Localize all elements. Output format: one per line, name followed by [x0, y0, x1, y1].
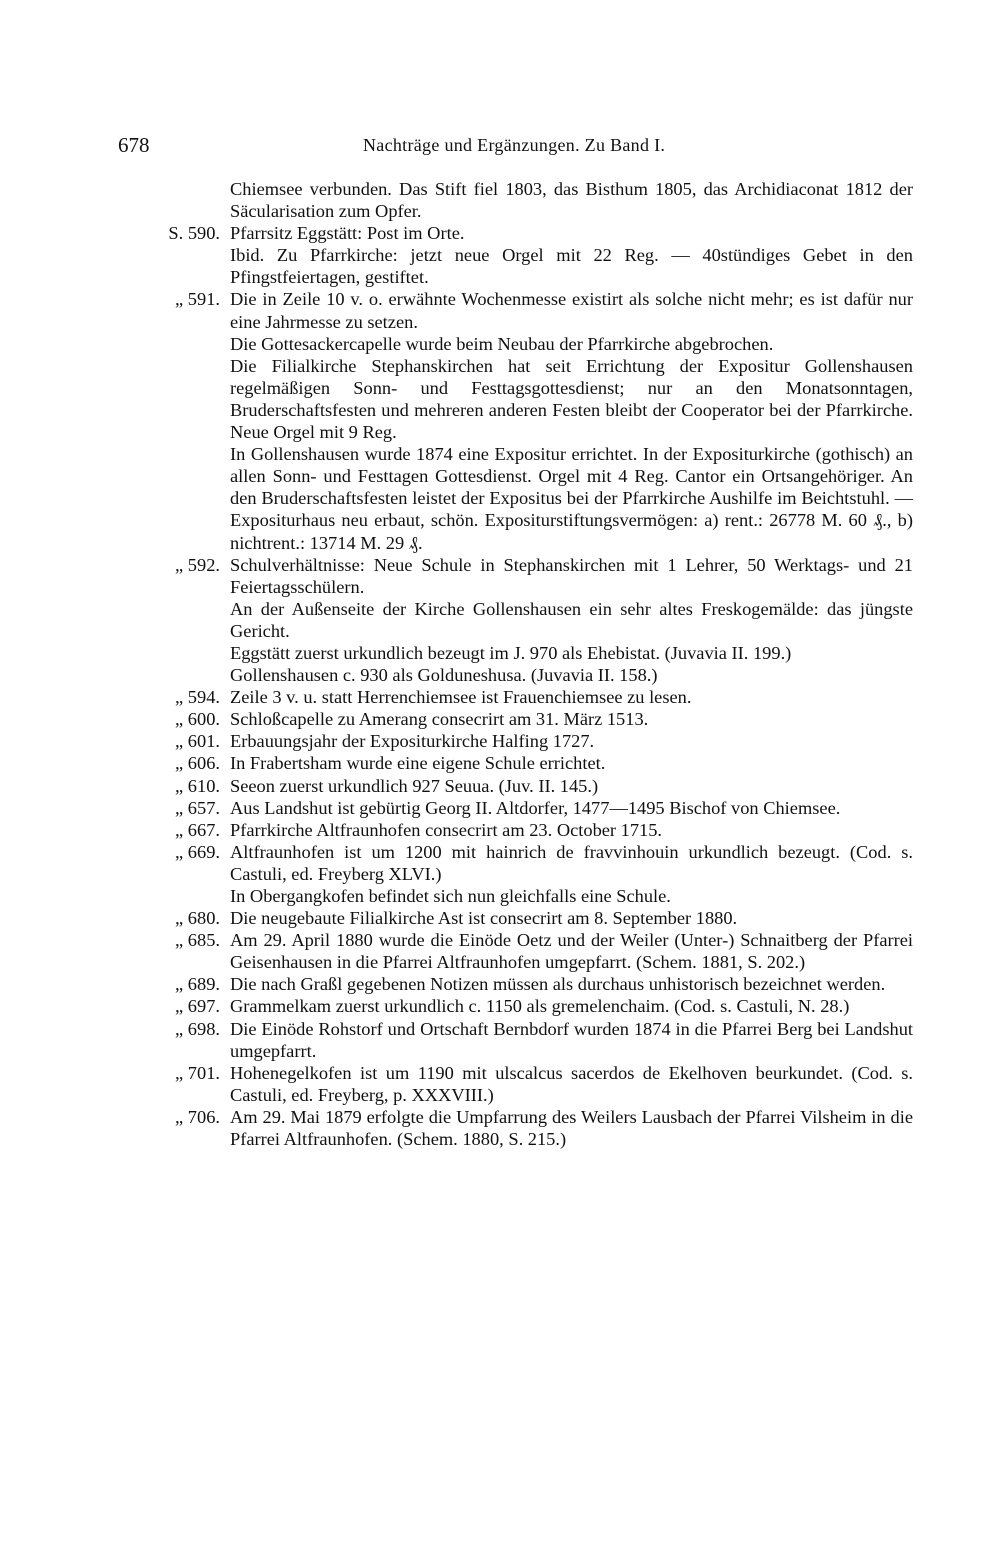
entry-reference: „ 592. [175, 554, 220, 575]
entry-reference: „ 667. [175, 819, 220, 840]
entry-paragraph [118, 775, 913, 797]
entry-text: Pfarrkirche Altfraunhofen consecrirt am 23. October 1715. [230, 819, 663, 840]
entry-text: Hohenegelkofen ist um 1190 mit ulscalcus sacerdos de Ekelhoven beurkundet. (Cod. s. Castuli, ed. Freyberg, p. XXXVIII.) [230, 1062, 913, 1105]
entry-text: Seeon zuerst urkundlich 927 Seuua. (Juv. II. 145.) [230, 775, 599, 796]
entry-paragraph [118, 797, 913, 819]
entry-text: Am 29. April 1880 wurde die Einöde Oetz und der Weiler (Unter-) Schnaitberg der Pfarrei Geisenhausen in die Pfarrei Altfraunhofen umgepfarrt. (Schem. 1881, S. 202.) [230, 930, 913, 973]
entry-text: Am 29. Mai 1879 erfolgte die Umpfarrung des Weilers Lausbach der Pfarrei Vilsheim in die Pfarrei Altfraunhofen. (Schem. 1880, S. 215.) [230, 1106, 913, 1150]
entry-reference: „ 610. [175, 775, 220, 796]
entry-paragraph [118, 907, 913, 929]
entry-reference: „ 600. [175, 709, 220, 730]
entry-reference: „ 669. [175, 841, 220, 862]
entry-text: Aus Landshut ist gebürtig Georg II. Altdorfer, 1477—1495 Bischof von Chiemsee. [230, 797, 841, 818]
entry-paragraph [118, 355, 913, 443]
entry-text: Pfarrsitz Eggstätt: Post im Orte. [230, 223, 465, 244]
entry-paragraph [118, 752, 913, 774]
entry-paragraph [118, 973, 913, 995]
entry-text: Erbauungsjahr der Expositurkirche Halfing 1727. [230, 731, 595, 752]
entry-text: Chiemsee verbunden. Das Stift fiel 1803, das Bisthum 1805, das Archidiaconat 1812 der Säcularisation zum Opfer. [230, 179, 913, 222]
entry-text: Altfraunhofen ist um 1200 mit hainrich de fravvinhouin urkundlich bezeugt. (Cod. s. Castuli, ed. Freyberg XLVI.) [230, 841, 913, 884]
entry-paragraph [118, 708, 913, 730]
entry-paragraph [118, 929, 913, 973]
entry-text: In Frabertsham wurde eine eigene Schule errichtet. [230, 753, 606, 774]
entry-reference [118, 355, 220, 443]
entry-text: Schulverhältnisse: Neue Schule in Stephanskirchen mit 1 Lehrer, 50 Werktags- und 21 Feiertagsschülern. [230, 554, 913, 597]
entry-text: Gollenshausen c. 930 als Golduneshusa. (Juvavia II. 158.) [230, 665, 658, 686]
entry-reference: „ 601. [175, 731, 220, 752]
entry-paragraph [118, 598, 913, 642]
entry-paragraph [118, 686, 913, 708]
entry-reference: „ 591. [175, 289, 220, 310]
entry-reference: „ 657. [175, 797, 220, 818]
entry-text: Ibid. Zu Pfarrkirche: jetzt neue Orgel mit 22 Reg. — 40stündiges Gebet in den Pfingstfeiertagen, gestiftet. [230, 245, 913, 288]
entry-reference: „ 685. [175, 930, 220, 951]
entry-reference [118, 642, 220, 664]
running-head: Nachträge und Ergänzungen. Zu Band I. [363, 135, 666, 155]
entry-paragraph [118, 244, 913, 288]
entry-reference: „ 680. [175, 908, 220, 929]
entry-reference [118, 244, 220, 288]
entry-reference [118, 885, 220, 907]
entry-paragraph [118, 664, 913, 686]
page-number: 678 [118, 133, 150, 157]
entry-text: Zeile 3 v. u. statt Herrenchiemsee ist Frauenchiemsee zu lesen. [230, 687, 692, 708]
entry-reference: „ 689. [175, 974, 220, 995]
entry-paragraph [118, 1018, 913, 1062]
entry-text: Die Einöde Rohstorf und Ortschaft Bernbdorf wurden 1874 in die Pfarrei Berg bei Landshut umgepfarrt. [230, 1018, 913, 1061]
entry-reference [118, 333, 220, 355]
entry-paragraph [118, 554, 913, 598]
entry-reference [118, 664, 220, 686]
entry-text: Schloßcapelle zu Amerang consecrirt am 31. März 1513. [230, 709, 649, 730]
entry-text: Die Gottesackercapelle wurde beim Neubau der Pfarrkirche abgebrochen. [230, 333, 774, 354]
entry-text: Die nach Graßl gegebenen Notizen müssen als durchaus unhistorisch bezeichnet werden. [230, 974, 886, 995]
entry-reference: S. 590. [168, 223, 220, 244]
entry-text: Eggstätt zuerst urkundlich bezeugt im J. 970 als Ehebistat. (Juvavia II. 199.) [230, 642, 792, 663]
entry-paragraph [118, 885, 913, 907]
entry-paragraph [118, 841, 913, 885]
entry-text: In Obergangkofen befindet sich nun gleichfalls eine Schule. [230, 886, 671, 906]
entry-text: Die neugebaute Filialkirche Ast ist consecrirt am 8. September 1880. [230, 908, 738, 929]
entry-text: In Gollenshausen wurde 1874 eine Expositur errichtet. In der Expositurkirche (gothisch) an allen Sonn- und Festtagen Gottesdienst. Orgel mit 4 Reg. Cantor ein Ortsangehöriger. An den Bruderschaftsfesten leistet der Expositus bei der Pfarrkirche Aushilfe im Beichtstuhl. — Expositurhaus neu erbaut, schön. Expositurstiftungsvermögen: a) rent.: 26778 M. 60 ₰., b) nichtrent.: 13714 M. 29 ₰. [230, 444, 913, 553]
entry-text: Die in Zeile 10 v. o. erwähnte Wochenmesse existirt als solche nicht mehr; es ist dafür nur eine Jahrmesse zu setzen. [230, 289, 913, 332]
entry-reference [118, 443, 220, 553]
entry-reference [118, 178, 220, 222]
entry-reference: „ 697. [175, 996, 220, 1017]
entry-paragraph [118, 222, 913, 244]
entry-paragraph [118, 178, 913, 222]
entry-text: Grammelkam zuerst urkundlich c. 1150 als gremelenchaim. (Cod. s. Castuli, N. 28.) [230, 996, 850, 1017]
entry-paragraph [118, 288, 913, 332]
entry-reference: „ 706. [175, 1106, 220, 1127]
entry-paragraph [118, 730, 913, 752]
entry-reference [118, 598, 220, 642]
entry-paragraph [118, 1106, 913, 1150]
entry-paragraph [118, 443, 913, 553]
document-body [118, 178, 913, 1150]
entry-text: Die Filialkirche Stephanskirchen hat seit Errichtung der Expositur Gollenshausen regelmäßigen Sonn- und Festtagsgottesdienst; nur an den Monatsonntagen, Bruderschaftsfesten und mehreren anderen Festen bleibt der Cooperator bei der Pfarrkirche. Neue Orgel mit 9 Reg. [230, 355, 913, 443]
entry-text: An der Außenseite der Kirche Gollenshausen ein sehr altes Freskogemälde: das jüngste Gericht. [230, 598, 913, 641]
entry-paragraph [118, 995, 913, 1017]
entry-paragraph [118, 333, 913, 355]
entry-paragraph [118, 642, 913, 664]
entry-reference: „ 701. [175, 1062, 220, 1083]
page-header [118, 133, 918, 157]
entry-reference: „ 698. [175, 1018, 220, 1039]
entry-reference: „ 606. [175, 753, 220, 774]
entry-reference: „ 594. [175, 687, 220, 708]
entry-paragraph [118, 819, 913, 841]
entry-paragraph [118, 1062, 913, 1106]
